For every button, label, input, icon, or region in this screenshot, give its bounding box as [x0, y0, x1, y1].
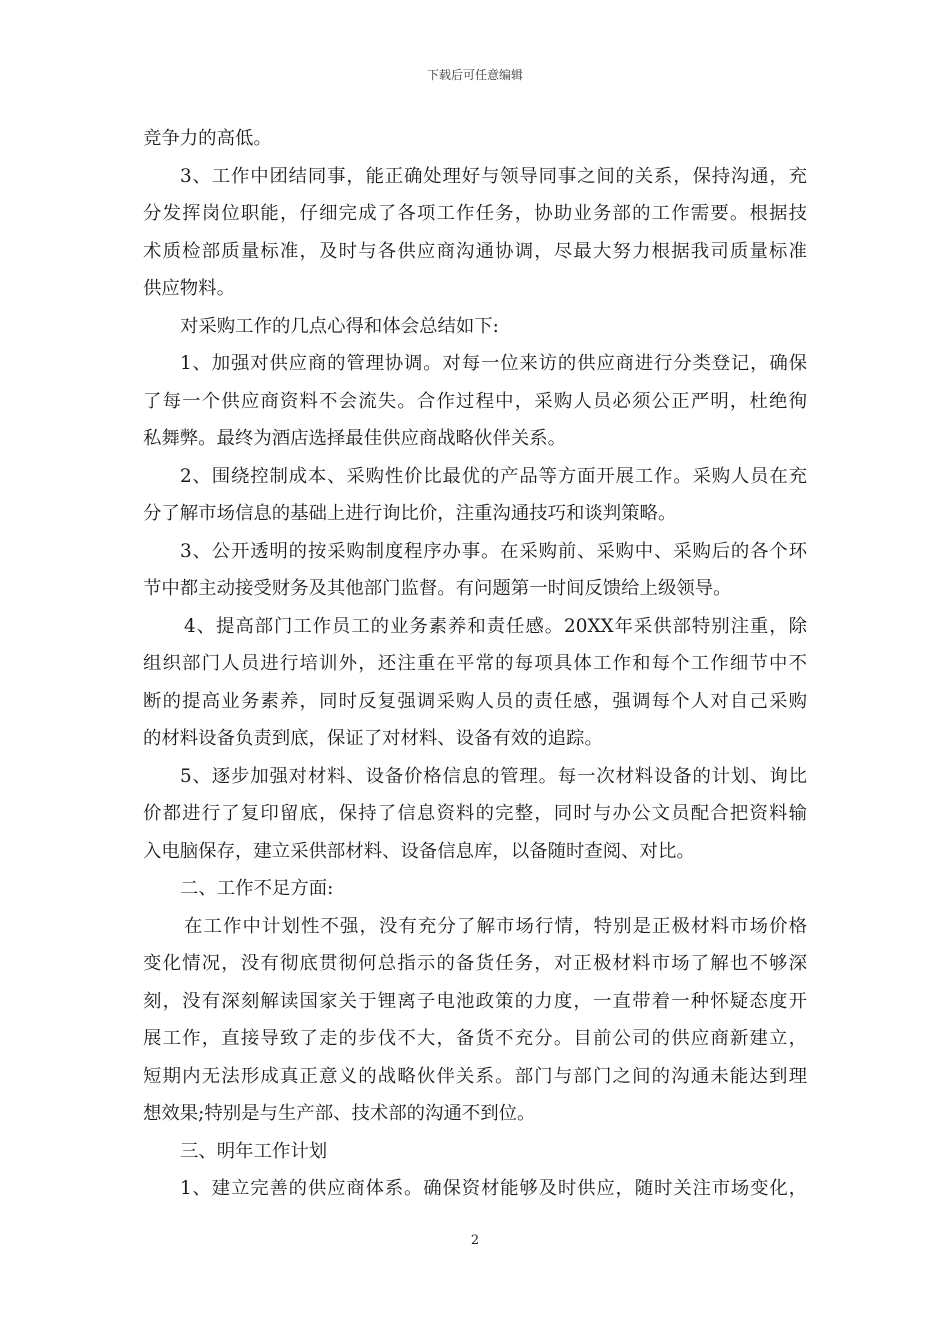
text-line: 二、工作不足方面: — [180, 878, 334, 899]
document-body — [143, 120, 807, 1208]
text-line: 对采购工作的几点心得和体会总结如下: — [180, 315, 499, 337]
text-line: 的材料设备负责到底，保证了对材料、设备有效的追踪。 — [143, 728, 603, 749]
text-line: 价都进行了复印留底，保持了信息资料的完整，同时与办公文员配合把资料输 — [143, 803, 807, 824]
text-line: 入电脑保存，建立采供部材料、设备信息库，以备随时查阅、对比。 — [143, 840, 695, 862]
text-line: 供应物料。 — [143, 278, 235, 299]
text-line: 5、逐步加强对材料、设备价格信息的管理。每一次材料设备的计划、询比 — [180, 765, 807, 787]
text-line: 分发挥岗位职能，仔细完成了各项工作任务，协助业务部的工作需要。根据技 — [143, 203, 807, 224]
text-line: 私舞弊。最终为酒店选择最佳供应商战略伙伴关系。 — [143, 428, 566, 449]
text-line: 组织部门人员进行培训外，还注重在平常的每项具体工作和每个工作细节中不 — [143, 653, 807, 674]
text-line: 在工作中计划性不强，没有充分了解市场行情，特别是正极材料市场价格 — [184, 915, 807, 937]
text-line: 术质检部质量标准，及时与各供应商沟通协调，尽最大努力根据我司质量标准 — [143, 240, 807, 262]
text-line: 竞争力的高低。 — [143, 128, 272, 149]
text-line: 1、加强对供应商的管理协调。对每一位来访的供应商进行分类登记，确保 — [180, 353, 807, 374]
page-header: 下载后可任意编辑 — [426, 68, 523, 82]
text-line: 3、工作中团结同事，能正确处理好与领导同事之间的关系，保持沟通，充 — [180, 165, 807, 187]
text-line: 节中都主动接受财务及其他部门监督。有问题第一时间反馈给上级领导。 — [143, 578, 732, 599]
text-line: 4、提高部门工作员工的业务素养和责任感。20XX年采供部特别注重，除 — [184, 615, 807, 637]
text-line: 3、公开透明的按采购制度程序办事。在采购前、采购中、采购后的各个环 — [180, 540, 807, 562]
text-line: 分了解市场信息的基础上进行询比价，注重沟通技巧和谈判策略。 — [143, 503, 677, 524]
text-line: 1、建立完善的供应商体系。确保资材能够及时供应，随时关注市场变化， — [180, 1178, 807, 1199]
text-line: 断的提高业务素养，同时反复强调采购人员的责任感，强调每个人对自己采购 — [143, 690, 807, 712]
text-line: 短期内无法形成真正意义的战略伙伴关系。部门与部门之间的沟通未能达到理 — [143, 1065, 807, 1087]
text-line: 刻，没有深刻解读国家关于锂离子电池政策的力度，一直带着一种怀疑态度开 — [143, 990, 807, 1012]
text-line: 2、围绕控制成本、采购性价比最优的产品等方面开展工作。采购人员在充 — [180, 465, 807, 487]
text-line: 三、明年工作计划 — [180, 1140, 328, 1162]
text-line: 变化情况，没有彻底贯彻何总指示的备货任务，对正极材料市场了解也不够深 — [143, 953, 807, 974]
text-line: 想效果;特别是与生产部、技术部的沟通不到位。 — [143, 1103, 536, 1124]
page-number: 2 — [470, 1233, 480, 1248]
text-line: 展工作，直接导致了走的步伐不大，备货不充分。目前公司的供应商新建立， — [143, 1028, 807, 1049]
text-line: 了每一个供应商资料不会流失。合作过程中，采购人员必须公正严明，杜绝徇 — [143, 390, 807, 412]
